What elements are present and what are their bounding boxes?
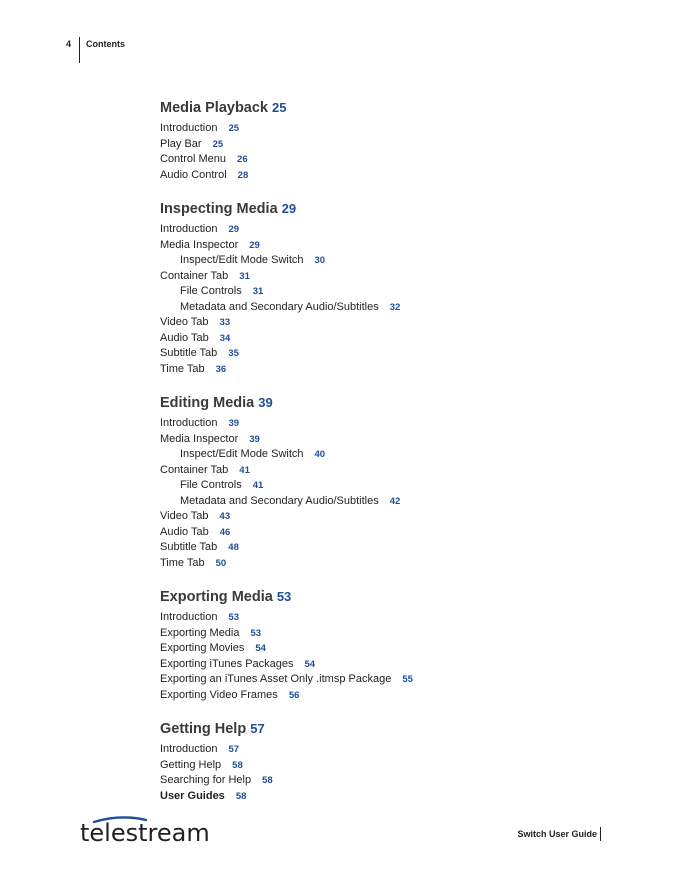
- toc-entry-page-link[interactable]: 54: [304, 658, 316, 670]
- toc-entry-title: Media Inspector: [160, 238, 239, 251]
- toc-entry[interactable]: [160, 300, 600, 316]
- toc-entry-title: Audio Tab: [160, 331, 209, 344]
- toc-entry-title: Container Tab: [160, 269, 229, 282]
- toc-entry-page-link[interactable]: 26: [237, 154, 248, 165]
- toc-entry-title: Subtitle Tab: [160, 541, 218, 553]
- toc-entry-title: Video Tab: [160, 510, 209, 522]
- toc-entry[interactable]: [160, 315, 600, 331]
- toc-entry-title: Introduction: [160, 417, 218, 429]
- toc-section: [160, 587, 600, 703]
- toc-entry[interactable]: [160, 657, 600, 673]
- toc-entry[interactable]: [160, 773, 600, 789]
- toc-entry[interactable]: [160, 758, 600, 774]
- toc-entry-title: Exporting an iTunes Asset Only .itmsp Package: [160, 673, 392, 685]
- toc-entry-title: Container Tab: [160, 463, 229, 476]
- toc-section: [160, 98, 600, 183]
- toc-entry[interactable]: [160, 494, 600, 510]
- toc-entry-page-link[interactable]: 56: [288, 689, 300, 701]
- toc-entry-title: Time Tab: [160, 362, 205, 375]
- toc-entry-page-link[interactable]: 41: [239, 464, 250, 476]
- toc-entry-title: Metadata and Secondary Audio/Subtitles: [180, 494, 379, 507]
- toc-entry[interactable]: [160, 641, 600, 657]
- telestream-logo: [80, 815, 220, 845]
- toc-entry-title: Exporting Movies: [160, 642, 245, 654]
- header-title: Contents: [86, 39, 125, 49]
- toc-entry[interactable]: [160, 253, 600, 269]
- toc-entry[interactable]: [160, 362, 600, 378]
- toc-entry-page-link[interactable]: 29: [249, 239, 260, 251]
- toc-entry[interactable]: [160, 478, 600, 494]
- toc-entry-page-link[interactable]: 58: [232, 759, 243, 771]
- toc-entry-page-link[interactable]: 54: [255, 643, 266, 654]
- toc-entry-page-link[interactable]: 28: [237, 169, 249, 181]
- section-page-link[interactable]: 29: [281, 201, 297, 216]
- toc-entry-page-link[interactable]: 29: [228, 224, 240, 235]
- toc-entry-title: Media Inspector: [160, 432, 239, 445]
- toc-section: [160, 393, 600, 571]
- toc-entry-title: Play Bar: [160, 137, 202, 150]
- toc-entry-page-link[interactable]: 35: [228, 348, 239, 359]
- toc-entry-page-link[interactable]: 41: [252, 480, 264, 491]
- toc-entry-page-link[interactable]: 53: [250, 627, 262, 639]
- logo-wordmark: telestream: [80, 819, 210, 845]
- toc-entry-title: Subtitle Tab: [160, 347, 218, 359]
- toc-entry-title: Time Tab: [160, 556, 205, 569]
- toc-entry[interactable]: [160, 447, 600, 463]
- toc-entry-title: Getting Help: [160, 758, 222, 771]
- toc-entry-title: Exporting Media: [160, 626, 240, 639]
- page-number: 4: [66, 39, 72, 49]
- section-heading[interactable]: [160, 199, 600, 219]
- toc-entry-page-link[interactable]: 39: [228, 418, 240, 429]
- section-page-link[interactable]: 39: [258, 395, 273, 410]
- table-of-contents: [160, 98, 600, 820]
- toc-entry-page-link[interactable]: 57: [228, 744, 240, 755]
- footer-title: Switch User Guide: [517, 829, 597, 839]
- toc-entry-title: Audio Tab: [160, 525, 209, 538]
- toc-entry[interactable]: [160, 688, 600, 704]
- toc-entry[interactable]: [160, 789, 600, 805]
- toc-entry-page-link[interactable]: 25: [212, 138, 224, 150]
- toc-entry-title: Introduction: [160, 223, 218, 235]
- toc-entry[interactable]: [160, 269, 600, 285]
- toc-entry[interactable]: [160, 416, 600, 432]
- section-title: Inspecting Media: [160, 201, 278, 217]
- footer-divider: [600, 827, 601, 841]
- toc-entry-page-link[interactable]: 48: [228, 542, 239, 553]
- toc-entry[interactable]: [160, 742, 600, 758]
- toc-entry-title: Control Menu: [160, 153, 227, 165]
- toc-entry-title: Exporting iTunes Packages: [160, 657, 294, 670]
- toc-entry[interactable]: [160, 331, 600, 347]
- toc-entry[interactable]: [160, 556, 600, 572]
- toc-section: [160, 199, 600, 377]
- toc-entry-page-link[interactable]: 32: [389, 301, 401, 313]
- toc-entry-page-link[interactable]: 43: [219, 511, 231, 522]
- toc-entry-title: Metadata and Secondary Audio/Subtitles: [180, 300, 379, 313]
- toc-entry[interactable]: [160, 672, 600, 688]
- toc-entry-title: Inspect/Edit Mode Switch: [180, 254, 304, 266]
- section-heading[interactable]: [160, 393, 600, 413]
- toc-section: [160, 719, 600, 804]
- section-title: Media Playback: [160, 100, 268, 116]
- toc-entry-page-link[interactable]: 55: [402, 674, 413, 685]
- toc-entry[interactable]: [160, 610, 600, 626]
- toc-entry-page-link[interactable]: 40: [314, 449, 326, 460]
- toc-entry-page-link[interactable]: 36: [215, 363, 227, 375]
- toc-entry[interactable]: [160, 121, 600, 137]
- toc-entry-title: Exporting Video Frames: [160, 688, 278, 701]
- section-title: Getting Help: [160, 721, 247, 737]
- toc-entry-page-link[interactable]: 42: [389, 495, 401, 507]
- toc-entry-title: User Guides: [160, 789, 225, 802]
- toc-entry-title: Introduction: [160, 611, 218, 623]
- toc-entry-page-link[interactable]: 58: [235, 790, 247, 802]
- toc-entry-page-link[interactable]: 31: [252, 286, 264, 297]
- toc-entry-page-link[interactable]: 39: [249, 433, 260, 445]
- toc-entry[interactable]: [160, 463, 600, 479]
- toc-entry-page-link[interactable]: 25: [228, 123, 240, 134]
- toc-entry-title: Audio Control: [160, 168, 227, 181]
- section-page-link[interactable]: 53: [276, 589, 292, 604]
- toc-entry[interactable]: [160, 222, 600, 238]
- toc-entry[interactable]: [160, 626, 600, 642]
- toc-entry[interactable]: [160, 152, 600, 168]
- toc-entry-page-link[interactable]: 33: [219, 317, 231, 328]
- toc-entry-title: Introduction: [160, 122, 218, 134]
- toc-entry-title: Searching for Help: [160, 774, 252, 786]
- toc-entry-title: File Controls: [180, 285, 242, 297]
- toc-entry-title: Inspect/Edit Mode Switch: [180, 448, 304, 460]
- toc-entry-page-link[interactable]: 46: [219, 526, 231, 538]
- toc-entry-page-link[interactable]: 50: [215, 557, 227, 569]
- header-divider: [79, 37, 80, 63]
- section-page-link[interactable]: 25: [272, 100, 287, 115]
- toc-entry-title: File Controls: [180, 479, 242, 491]
- toc-entry[interactable]: [160, 432, 600, 448]
- toc-entry-title: Introduction: [160, 743, 218, 755]
- toc-entry-page-link[interactable]: 30: [314, 255, 326, 266]
- toc-entry[interactable]: [160, 346, 600, 362]
- toc-entry[interactable]: [160, 525, 600, 541]
- toc-entry-title: Video Tab: [160, 316, 209, 328]
- section-heading[interactable]: [160, 719, 600, 739]
- toc-entry-page-link[interactable]: 53: [228, 612, 240, 623]
- toc-entry[interactable]: [160, 509, 600, 525]
- section-heading[interactable]: [160, 587, 600, 607]
- section-page-link[interactable]: 57: [250, 721, 265, 736]
- toc-entry[interactable]: [160, 540, 600, 556]
- section-title: Editing Media: [160, 395, 255, 411]
- toc-entry[interactable]: [160, 238, 600, 254]
- toc-entry-page-link[interactable]: 34: [219, 332, 231, 344]
- section-title: Exporting Media: [160, 589, 273, 605]
- toc-entry-page-link[interactable]: 58: [262, 775, 273, 786]
- toc-entry[interactable]: [160, 168, 600, 184]
- toc-entry[interactable]: [160, 284, 600, 300]
- section-heading[interactable]: [160, 98, 600, 118]
- toc-entry[interactable]: [160, 137, 600, 153]
- toc-entry-page-link[interactable]: 31: [239, 270, 250, 282]
